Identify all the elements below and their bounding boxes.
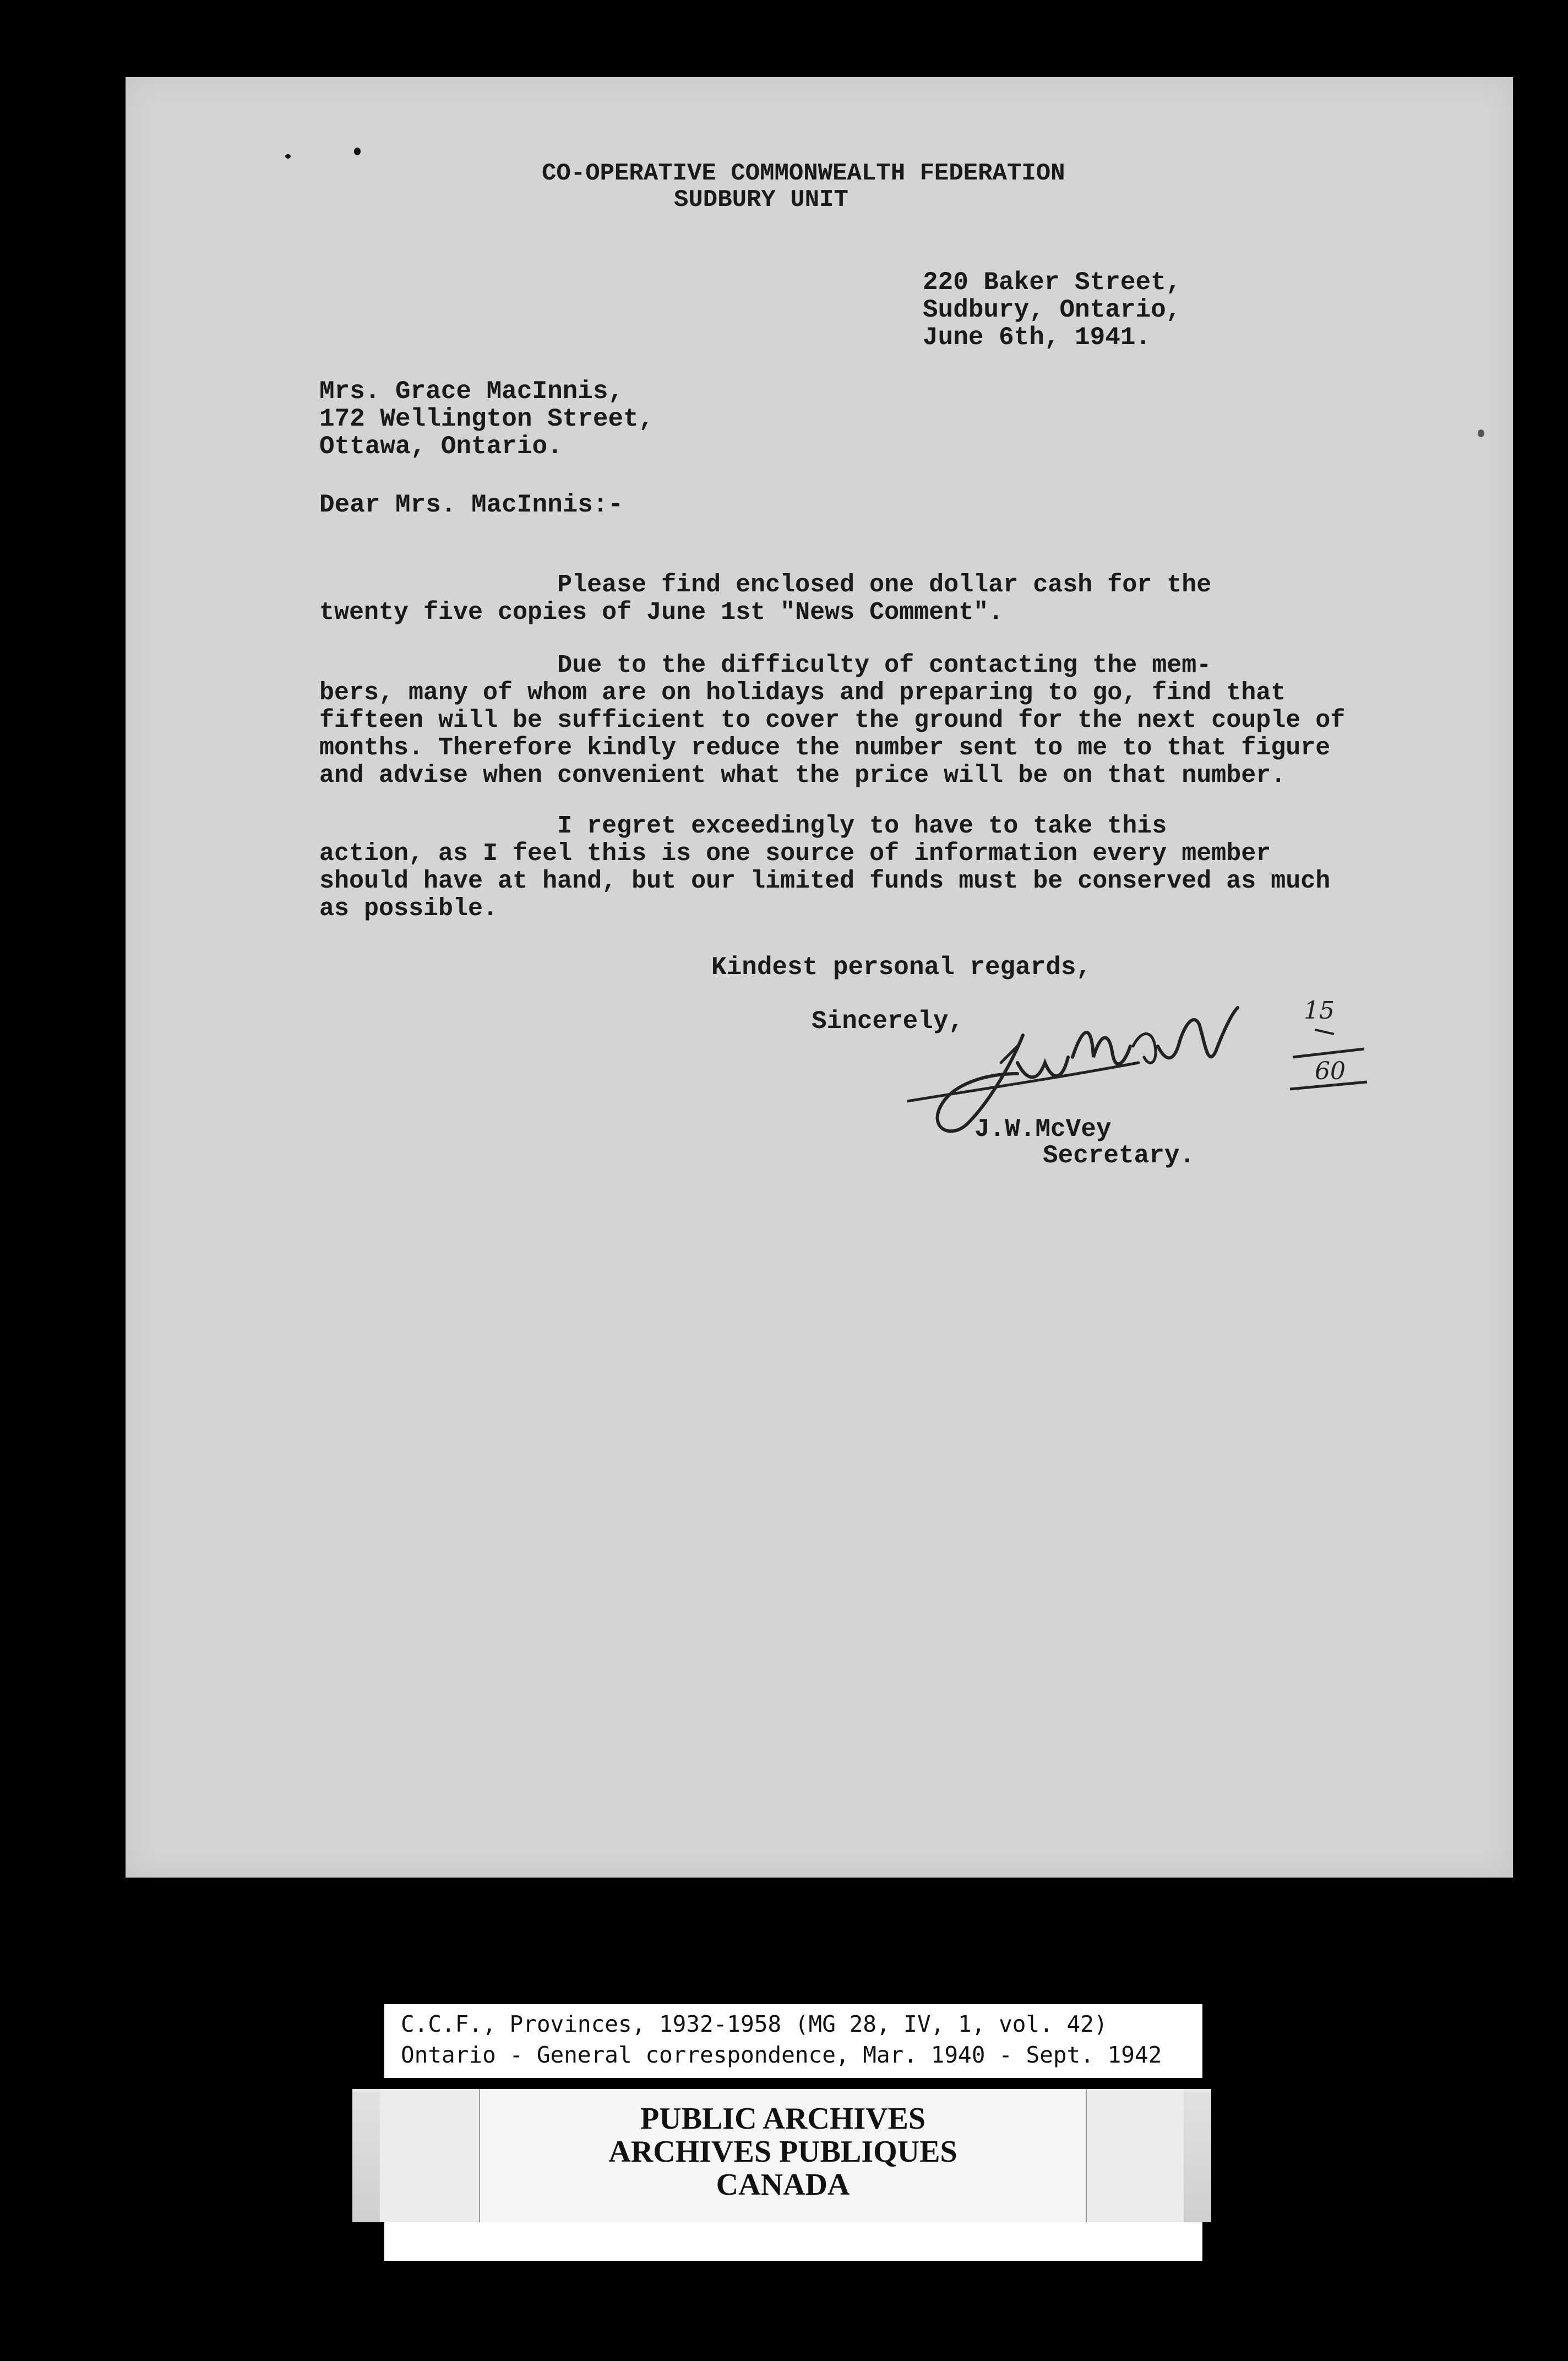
margin-fraction-note: [1282, 991, 1392, 1101]
paragraph-line: bers, many of whom are on holidays and preparing to go, find that: [319, 679, 1286, 707]
sender-city: Sudbury, Ontario,: [923, 296, 1182, 324]
paragraph-line: fifteen will be sufficient to cover the ground for the next couple of: [319, 706, 1346, 735]
body-paragraph-1: [319, 572, 1448, 627]
archive-label-bottom-strip: [384, 2222, 1202, 2261]
archive-reference-label: [384, 2004, 1202, 2078]
letter-date: June 6th, 1941.: [923, 323, 1151, 352]
archive-reference-line-2: Ontario - General correspondence, Mar. 1940 - Sept. 1942: [401, 2042, 1162, 2068]
closing: Kindest personal regards,: [711, 953, 1092, 982]
archives-stamp-line-3: CANADA: [716, 2168, 850, 2202]
archives-stamp-line-2: ARCHIVES PUBLIQUES: [608, 2135, 957, 2169]
body-paragraph-3: [319, 813, 1448, 923]
paragraph-line: twenty five copies of June 1st "News Comment".: [319, 599, 1004, 627]
paragraph-line: Due to the difficulty of contacting the mem-: [319, 651, 1212, 679]
letterhead-unit: SUDBURY UNIT: [674, 186, 848, 214]
recipient-city: Ottawa, Ontario.: [319, 432, 563, 461]
letter-page: [126, 77, 1513, 1878]
paragraph-line: months. Therefore kindly reduce the number sent to me to that figure: [319, 734, 1331, 762]
paragraph-line: Please find enclosed one dollar cash for the: [319, 571, 1212, 599]
letterhead-organization: CO-OPERATIVE COMMONWEALTH FEDERATION: [542, 160, 1065, 187]
margin-note-numerator: 15: [1304, 997, 1335, 1025]
ink-speck: [285, 154, 291, 159]
sender-street: 220 Baker Street,: [923, 268, 1182, 297]
recipient-name: Mrs. Grace MacInnis,: [319, 377, 624, 406]
salutation: Dear Mrs. MacInnis:-: [319, 491, 624, 519]
sender-address: [923, 269, 1181, 351]
body-paragraph-2: [319, 652, 1448, 790]
signoff: Sincerely,: [812, 1007, 964, 1036]
paragraph-line: and advise when convenient what the price will be on that number.: [319, 761, 1286, 790]
margin-note-denominator: 60: [1315, 1057, 1346, 1085]
signature-title: Secretary.: [1043, 1141, 1195, 1170]
archives-stamp: [479, 2089, 1087, 2222]
archive-reference-line-1: C.C.F., Provinces, 1932-1958 (MG 28, IV, 1, vol. 42): [401, 2011, 1108, 2037]
recipient-address: [319, 378, 654, 460]
signature-name: J.W.McVey: [974, 1115, 1112, 1144]
archives-stamp-backing: [380, 2089, 1184, 2222]
archives-stamp-line-1: PUBLIC ARCHIVES: [640, 2102, 926, 2136]
ink-speck: [1478, 429, 1484, 437]
paragraph-line: I regret exceedingly to have to take this: [319, 812, 1167, 840]
archives-stamp-band: [352, 2089, 1211, 2222]
recipient-street: 172 Wellington Street,: [319, 405, 654, 433]
paragraph-line: should have at hand, but our limited funds must be conserved as much: [319, 867, 1331, 895]
paragraph-line: as possible.: [319, 895, 498, 923]
ink-speck: [354, 148, 361, 155]
paragraph-line: action, as I feel this is one source of information every member: [319, 840, 1271, 868]
